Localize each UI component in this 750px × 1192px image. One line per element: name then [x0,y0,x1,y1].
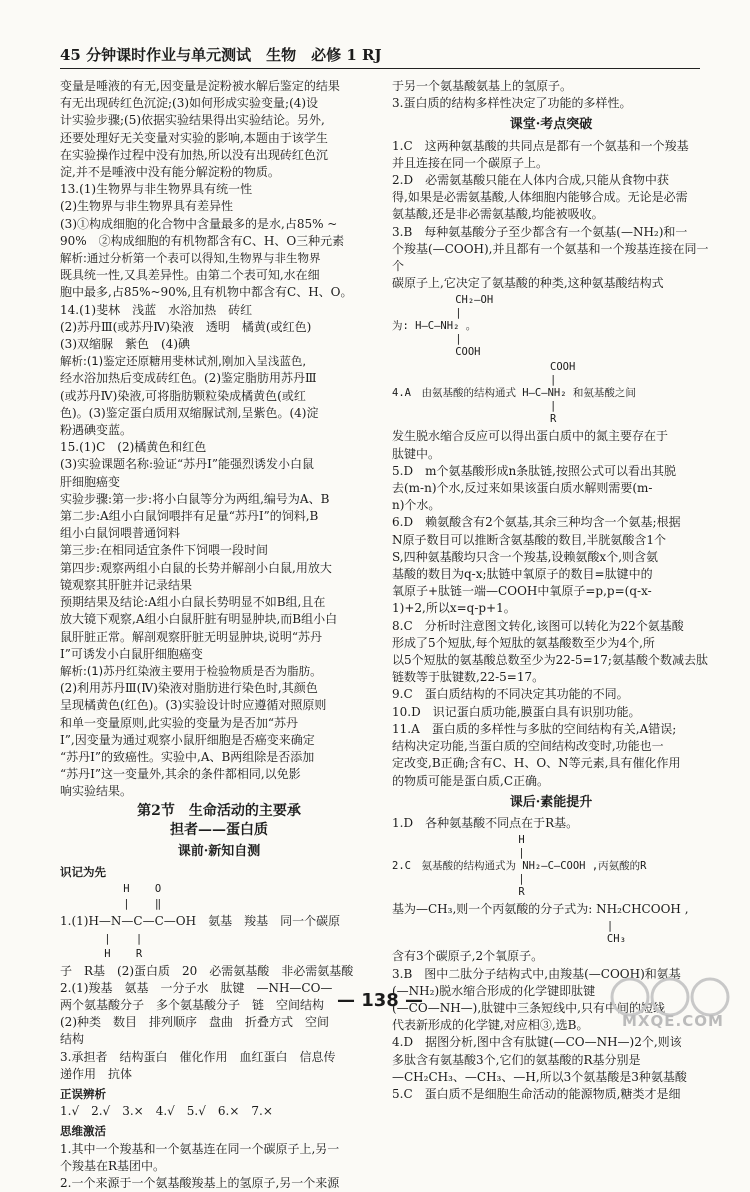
text-line: “苏丹Ⅰ”这一变量外,其余的条件都相同,以免影 [60,767,301,782]
q1-formula-bot: H R [60,947,143,960]
after-line1: 1.D 各种氨基酸不同点在于R基。 [392,815,579,830]
text-line: 经水浴加热后变成砖红色。(2)鉴定脂肪用苏丹Ⅲ [60,371,317,386]
answer-line: (—CO—NH—),肽键中三条短线中,只有中间的短线 [392,1000,665,1015]
answer-line: 6.D 赖氨酸含有2个氨基,其余三种均含一个氨基;根据 [392,515,681,530]
q2-line3: (2)种类 数目 排列顺序 盘曲 折叠方式 空间 [60,1015,329,1030]
text-line: 第四步:观察两组小白鼠的长势并解剖小白鼠,用放大 [60,560,332,575]
page-number: — 138 — [336,990,424,1011]
judge-answers: 1.√ 2.√ 3.× 4.√ 5.√ 6.× 7.× [60,1104,273,1119]
after-line2: 基为—CH₃,则一个丙氨酸的分子式为: NH₂CHCOOH , [392,902,689,917]
text-line: “苏丹Ⅰ”的致癌性。实验中,A、B两组除是否添加 [60,749,315,764]
subsection-title: 课前·新知自测 [177,843,261,859]
text-line: 在实验操作过程中没有加热,所以没有出现砖红色沉 [60,147,328,162]
answer-line: 代表新形成的化学键,对应相③,选B。 [392,1018,589,1033]
answer-line: 多肽含有氨基酸3个,它们的氨基酸的R基分别是 [392,1052,641,1067]
label-judge: 正误辨析 [60,1086,106,1101]
text-line: 第三步:在相同适宜条件下饲喂一段时间 [60,543,269,558]
answer-line: 5.C 蛋白质不是细胞生命活动的能源物质,糖类才是细 [392,1086,681,1101]
answer-line: 碳原子上,它决定了氨基酸的种类,这种氨基酸结构式 [392,276,664,291]
q1-formula-top: H O [60,883,162,896]
answer-line: 发生脱水缩合反应可以得出蛋白质中的氮主要存在于 [392,429,669,444]
text-line: (2)利用苏丹Ⅲ(Ⅳ)染液对脂肪进行染色时,其颜色 [60,681,318,696]
section-title-line2: 担者——蛋白质 [170,821,268,838]
text-line: (或苏丹Ⅳ)染液,可将脂肪颗粒染成橘黄色(或红 [60,388,306,403]
text-line: 放大镜下观察,A组小白鼠肝脏有明显肿块,而B组小白 [60,612,338,627]
text-line: 于另一个氨基酸氨基上的氢原子。 [392,79,573,93]
label-memory: 识记为先 [60,865,106,880]
text-line: 解析:(1)苏丹红染液主要用于检验物质是否为脂肪。 [60,663,322,678]
answer-line: 3.B 图中二肽分子结构式中,由羧基(—COOH)和氨基 [392,966,681,981]
text-line: 和单一变量原则,此实验的变量为是否加“苏丹 [60,715,298,730]
left-column [60,78,378,1192]
answer-line: 基酸的数目为q-x;肽链中氧原子的数目=肽键中的 [392,567,653,582]
text-line: (3)①构成细胞的化合物中含量最多的是水,占85% ~ [60,216,338,231]
class-section-title: 课堂·考点突破 [509,117,593,133]
label-think: 思维激活 [60,1124,106,1139]
answer-line: 11.A 蛋白质的多样性与多肽的空间结构有关,A错误; [392,721,677,736]
text-line: 色)。(3)鉴定蛋白质用双缩脲试剂,呈紫色。(4)淀 [60,405,319,420]
after-q2-formula: H | 2.C 氨基酸的结构通式为 NH₂—C—COOH ,丙氨酸的R | R [392,834,647,899]
text-line: 粉遇碘变蓝。 [60,423,133,438]
text-line: 第二步:A组小白鼠饲喂拌有足量“苏丹Ⅰ”的饲料,B [60,509,319,524]
think-lines [60,1141,378,1192]
q1-formula-low: | | [60,932,143,945]
answer-line: 10.D 识记蛋白质功能,膜蛋白具有识别功能。 [392,704,641,719]
answer-line: 并且连接在同一个碳原子上。 [392,155,549,170]
after-class-title: 课后·素能提升 [509,794,593,810]
text-line: 响实验结果。 [60,784,133,799]
text-line: 实验步骤:第一步:将小白鼠等分为两组,编号为A、B [60,491,330,506]
answer-line: N原子数目可以推断含氨基酸的数目,半胱氨酸含1个 [392,532,666,547]
q1-line1: 1.(1)H—N—C—C—OH 氨基 羧基 同一个碳原 [60,914,341,929]
answer-line: 1)+2,所以x=q-p+1。 [392,601,516,616]
think-line: 2.一个来源于一个氨基酸羧基上的氢原子,另一个来源 [60,1175,340,1190]
q1-formula-mid: | ‖ [60,898,162,911]
text-line: 预期结果及结论:A组小白鼠长势明显不如B组,且在 [60,595,326,610]
answer-line: (—NH₂)脱水缩合形成的化学键即肽键 [392,983,596,998]
answer-line: 链数等于肽键数,22-5=17。 [392,670,545,685]
text-line: 鼠肝脏正常。解剖观察肝脏无明显肿块,说明“苏丹 [60,629,322,644]
answer-line: 8.C 分析时注意图文转化,该图可以转化为22个氨基酸 [392,618,684,633]
answer-line: 氨基酸,还是非必需氨基酸,均能被吸收。 [392,207,604,222]
text-line: (2)苏丹Ⅲ(或苏丹Ⅳ)染液 透明 橘黄(或红色) [60,319,312,334]
text-line: 13.(1)生物界与非生物界具有统一性 [60,182,253,197]
watermark-text: MXQE.COM [622,1012,724,1030]
class-answers-a [392,138,710,293]
text-line: 组小白鼠饲喂普通饲料 [60,526,181,541]
answer-line: 氧原子+肽链一端—COOH中氧原子=p,p=(q-x- [392,584,652,599]
q2-line2: 两个氨基酸分子 多个氨基酸分子 链 空间结构 [60,997,325,1012]
answer-line: 含有3个碳原子,2个氧原子。 [392,949,544,964]
answer-line: 得,如果是必需氨基酸,人体细胞内能够合成。无论是必需 [392,190,688,205]
header-title: 45 分钟课时作业与单元测试 生物 必修 1 RJ [60,46,382,64]
text-line: 既具统一性,又具差异性。由第二个表可知,水在细 [60,268,320,283]
text-line: 90% ②构成细胞的有机物都含有C、H、O三种元素 [60,233,345,248]
think-line: 个羧基在R基团中。 [60,1158,166,1173]
text-line: 计实验步骤;(5)依据实验结果得出实验结论。另外, [60,113,325,128]
right-column [392,78,710,1103]
answer-line: 1.C 这两种氨基酸的共同点是都有一个氨基和一个羧基 [392,138,689,153]
text-line: (2)生物界与非生物界具有差异性 [60,199,233,214]
answer-line: 肽键中。 [392,446,441,461]
text-line: (3)实验课题名称:验证“苏丹Ⅰ”能强烈诱发小白鼠 [60,457,315,472]
answer-line: 5.D m个氨基酸形成n条肽链,按照公式可以看出其脱 [392,463,676,478]
answer-line: n)个水。 [392,498,441,513]
answer-line: 结构决定功能,当蛋白质的空间结构改变时,功能也一 [392,739,664,754]
text-line: 有无出现砖红色沉淀;(3)如何形成实验变量;(4)设 [60,96,319,111]
text-line: Ⅰ”可诱发小白鼠肝细胞癌变 [60,646,203,661]
q2-line1: 2.(1)羧基 氨基 一分子水 肽键 —NH—CO— [60,980,333,995]
text-line: 肝细胞癌变 [60,474,121,489]
text-line: 镜观察其肝脏并记录结果 [60,577,193,592]
text-line: 淀,并不是唾液中没有能分解淀粉的物质。 [60,165,280,180]
think-line: 1.其中一个羧基和一个氨基连在同一个碳原子上,另一 [60,1141,340,1156]
text-line: 还要处理好无关变量对实验的影响,本题由于该学生 [60,130,328,145]
text-line: Ⅰ”,因变量为通过观察小鼠肝细胞是否癌变来确定 [60,732,315,747]
q2-line4: 结构 [60,1032,85,1047]
page-header [60,44,700,69]
answer-line: 4.D 据图分析,图中含有肽键(—CO—NH—)2个,则该 [392,1035,682,1050]
text-line: 15.(1)C (2)橘黄色和红色 [60,440,207,455]
section-title: 第2节 生命活动的主要承 [137,802,301,819]
text-line: 14.(1)斐林 浅蓝 水浴加热 砖红 [60,302,253,317]
answer-line: —CH₂CH₃、—CH₃、—H,所以3个氨基酸是3种氨基酸 [392,1069,687,1084]
q3-line1: 3.承担者 结构蛋白 催化作用 血红蛋白 信息传 [60,1049,336,1064]
q3-line2: 递作用 抗体 [60,1066,133,1081]
q3-structural-formula: CH₂—OH | 为: H—C—NH₂ 。 | COOH [392,294,494,359]
class-answers-b [392,428,710,789]
answer-line: 去(m-n)个水,反过来如果该蛋白质水解则需要(m- [392,481,653,496]
text-line: 胞中最多,占85%~90%,且有机物中都含有C、H、O。 [60,285,353,300]
after-formula2: | CH₃ [606,920,626,946]
answer-line: S,四种氨基酸均只含一个羧基,设赖氨酸x个,则含氨 [392,549,659,564]
q1-line2: 子 R基 (2)蛋白质 20 必需氨基酸 非必需氨基酸 [60,963,354,978]
text-line: 3.蛋白质的结构多样性决定了功能的多样性。 [392,96,632,111]
text-line: 解析:(1)鉴定还原糖用斐林试剂,刚加入呈浅蓝色, [60,354,306,369]
text-line: 呈现橘黄色(红色)。(3)实验设计时应遵循对照原则 [60,698,327,713]
answer-line: 的物质可能是蛋白质,C正确。 [392,773,549,788]
answer-line: 3.B 每种氨基酸分子至少都含有一个氨基(—NH₂)和一 [392,224,688,239]
answer-line: 个羧基(—COOH),并且都有一个氨基和一个羧基连接在同一个 [392,241,709,274]
left-lines [60,78,378,801]
answer-line: 定改变,B正确;含有C、H、O、N等元素,具有催化作用 [392,756,681,771]
q4-structural-formula: COOH | 4.A 由氨基酸的结构通式 H—C—NH₂ 和氨基酸之间 | R [392,361,636,426]
answer-line: 以5个短肽的氨基酸总数至少为22-5=17;氨基酸个数减去肽 [392,653,708,668]
answer-line: 2.D 必需氨基酸只能在人体内合成,只能从食物中获 [392,173,669,188]
text-line: 解析:通过分析第一个表可以得知,生物界与非生物界 [60,251,321,266]
answer-line: 9.C 蛋白质结构的不同决定其功能的不同。 [392,687,629,702]
right-top-lines [392,78,710,112]
text-line: 变量是唾液的有无,因变量是淀粉被水解后鉴定的结果 [60,79,340,93]
answer-line: 形成了5个短肽,每个短肽的氨基酸数至少为4个,所 [392,635,655,650]
text-line: (3)双缩脲 紫色 (4)碘 [60,337,190,352]
